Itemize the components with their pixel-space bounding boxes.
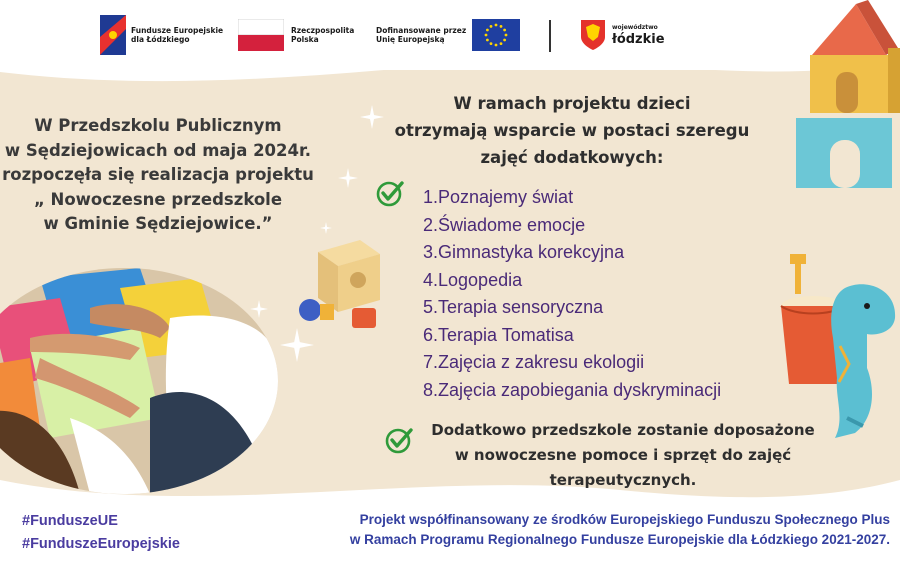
lodzkie-logo-line2: łódzkie [612,31,665,47]
activities-list [423,184,721,404]
ue-logo-line2: Unię Europejską [376,35,445,44]
list-item: 6.Terapia Tomatisa [423,324,574,345]
heading-line: zajęć dodatkowych: [480,148,664,167]
intro-line: rozpoczęła się realizacja projektu [2,165,314,184]
ue-logo-line1: Dofinansowane przez [376,26,467,35]
activities-heading [386,90,758,171]
hashtags [22,510,180,556]
list-item: 3.Gimnastyka korekcyjna [423,242,625,262]
list-item: 4.Logopedia [423,269,523,290]
sparkle-icon [280,328,314,362]
shape-sorter-icon [298,232,388,332]
sparkle-icon [320,222,332,234]
list-item: 2.Świadome emocje [423,214,586,235]
eu-flag-icon [472,19,520,51]
rp-logo-line2: Polska [291,35,319,44]
heading-line: W ramach projektu dzieci [453,94,691,113]
funding-info [250,510,890,550]
funding-line: w Ramach Programu Regionalnego Fundusze Europejskie dla Łódzkiego 2021-2027. [349,532,890,547]
fe-logo [100,14,223,56]
toy-blocks-icon [790,0,900,195]
fe-logo-icon [100,15,126,55]
note-line: w nowoczesne pomoce i sprzęt do zajęć [454,446,792,464]
hashtag: #FunduszeUE [22,513,118,529]
list-item: 7.Zajęcia z zakresu ekologii [423,352,645,372]
rp-logo [238,14,354,56]
list-item: 1.Poznajemy świat [423,187,574,207]
sparkle-icon [338,168,358,188]
equipment-note [418,418,828,493]
intro-line: „ Nowoczesne przedszkole [33,189,283,209]
note-line: Dodatkowo przedszkole zostanie doposażone [431,421,815,439]
hashtag: #FunduszeEuropejskie [22,536,180,552]
rp-logo-line1: Rzeczpospolita [291,26,355,35]
polish-flag-icon [238,19,284,51]
intro-text [0,114,316,237]
list-item: 5.Terapia sensoryczna [423,297,604,317]
lodzkie-logo [580,14,665,56]
note-line: terapeutycznych. [549,471,697,489]
intro-line: w Gminie Sędziejowice.” [43,214,273,233]
lodzkie-logo-line1: województwo [612,23,658,31]
list-item: 8.Zajęcia zapobiegania dyskryminacji [423,379,722,400]
lodzkie-crest-icon [580,19,606,51]
check-icon [375,178,405,208]
intro-line: w Sędziejowicach od maja 2024r. [4,140,312,160]
funding-line: Projekt współfinansowany ze środków Europejskiego Funduszu Społecznego Plus [359,512,890,527]
ue-logo [376,14,520,56]
logo-divider [549,20,551,52]
fe-logo-line1: Fundusze Europejskie [131,26,224,35]
intro-line: W Przedszkolu Publicznym [34,116,282,135]
sparkle-icon [360,105,384,129]
fe-logo-line2: dla Łódzkiego [131,35,190,44]
heading-line: otrzymają wsparcie w postaci szeregu [394,121,750,140]
